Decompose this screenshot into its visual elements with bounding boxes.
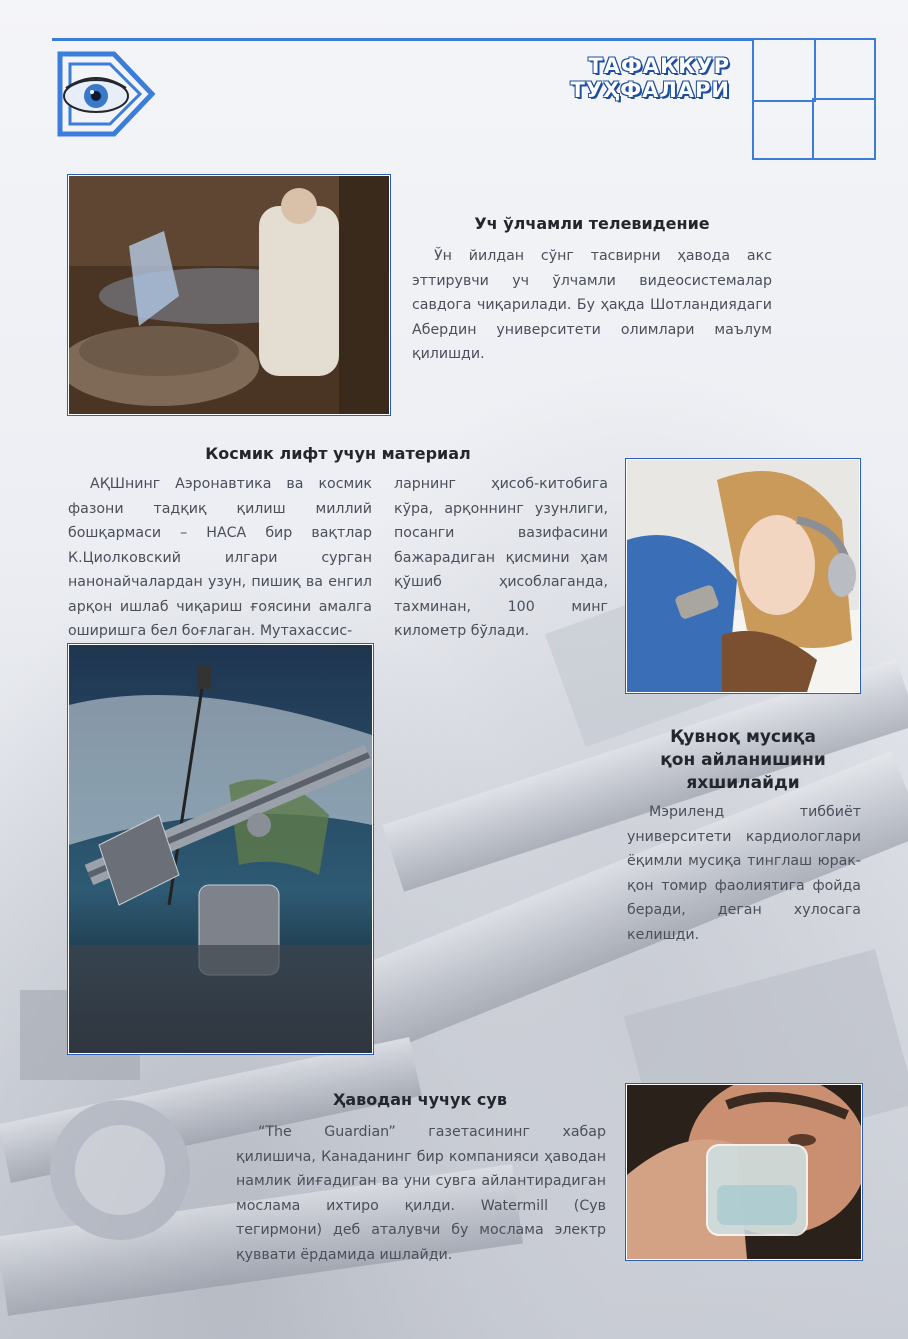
water-article-title: Ҳаводан чучук сув bbox=[333, 1090, 507, 1109]
water-article-body: “The Guardian” газетасининг хабар қилишича, Канаданинг бир компанияси ҳаводан намлик йиғадиган ва уни сувга айлантирадиган мослама ихтиро қилди. Watermill (Сув тегирмони) деб аталувчи бу мослама электр қуввати ёрдамида ишлайди. bbox=[236, 1124, 606, 1263]
lift-article-body-left: АҚШнинг Аэронавтика ва космик фазони тадқиқ қилиш миллий бошқармаси – НАСА бир вақтлар К.Циолковский илгари сурган нанонайчалардан узун, пишиқ ва енгил арқон ишлаб чиқариш ғоясини амалга оширишга бел боғлаган. Мутахассис- bbox=[68, 476, 372, 639]
header-rule bbox=[52, 38, 752, 41]
music-article-body: Мэриленд тиббиёт университети кардиологлари ёқимли мусиқа тинглаш юрак-қон томир фаолиятига фойда беради, деган хулосага келишди. bbox=[627, 804, 861, 943]
music-article-title-line3: яхшилайди bbox=[686, 773, 800, 793]
space-elevator-illustration bbox=[67, 643, 374, 1055]
section-title: ТАФАККУР ТУҲФАЛАРИ bbox=[570, 54, 730, 102]
music-article-title-line2: қон айланишини bbox=[660, 750, 826, 770]
header-squares-decoration bbox=[752, 38, 874, 158]
man-drinking-water-photo bbox=[625, 1083, 863, 1261]
hologram-scene-photo bbox=[67, 174, 391, 416]
music-article-title-line1: Қувноқ мусиқа bbox=[670, 727, 816, 747]
woman-headphones-photo bbox=[625, 458, 861, 694]
lift-article-title: Космик лифт учун материал bbox=[205, 444, 471, 463]
lift-article-body-right: ларнинг ҳисоб-китобига кўра, арқоннинг узунлиги, посанги вазифасини бажарадиган қисмини ҳам қўшиб ҳисоблаганда, тахминан, 100 минг километр бўлади. bbox=[394, 476, 608, 639]
eye-arrow-logo-icon bbox=[52, 42, 162, 146]
tv-article-title: Уч ўлчамли телевидение bbox=[474, 214, 710, 233]
tv-article-body: Ўн йилдан сўнг тасвирни ҳавода акс эттирувчи уч ўлчамли видеосистемалар савдога чиқарилади. Бу ҳақда Шотландиядаги Абердин университети олимлари маълум қилишди. bbox=[412, 248, 772, 362]
